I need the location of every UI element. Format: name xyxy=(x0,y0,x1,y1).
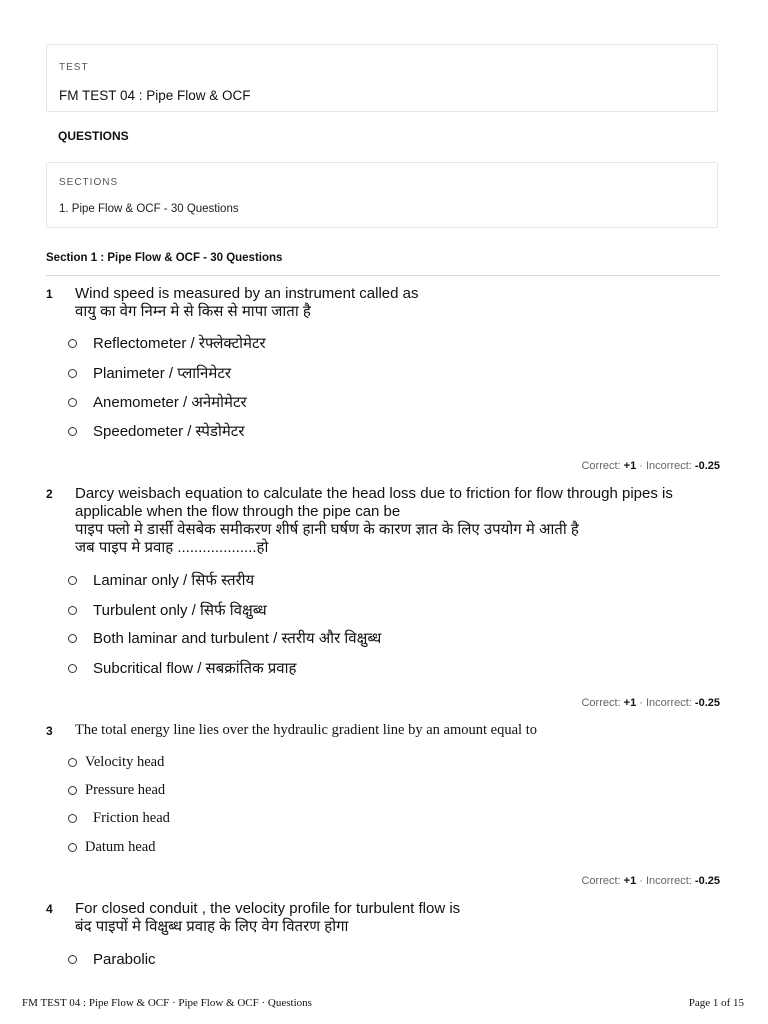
question-line: The total energy line lies over the hydraulic gradient line by an amount equal to xyxy=(75,722,537,738)
option-label: Velocity head xyxy=(85,753,165,770)
section-heading: Section 1 : Pipe Flow & OCF - 30 Questions xyxy=(46,252,283,264)
marks-separator: · xyxy=(639,460,643,472)
radio-button[interactable] xyxy=(68,606,77,615)
correct-label: Correct: xyxy=(581,875,621,887)
question-text xyxy=(75,721,705,739)
radio-button[interactable] xyxy=(68,369,77,378)
marking-scheme xyxy=(581,460,720,472)
radio-button[interactable] xyxy=(68,664,77,673)
option-label: Pressure head xyxy=(85,781,166,798)
question-line: Darcy weisbach equation to calculate the head loss due to friction for flow through pipes is applicable when the flow through the pipe can be xyxy=(75,485,673,520)
option-label: Both laminar and turbulent / स्तरीय और विक्षुब्ध xyxy=(93,630,382,647)
answer-option[interactable] xyxy=(68,949,156,969)
question-number: 3 xyxy=(46,724,53,738)
page-number: Page 1 of 15 xyxy=(688,997,744,1009)
question-line: पाइप फ्लो मे डार्सी वेसबेक समीकरण शीर्ष हानी घर्षण के कारण ज्ञात के लिए उपयोग मे आती है xyxy=(75,521,579,538)
question-line: Wind speed is measured by an instrument called as xyxy=(75,285,419,302)
sections-label: SECTIONS xyxy=(59,177,119,188)
marks-separator: · xyxy=(639,697,643,709)
radio-button[interactable] xyxy=(68,339,77,348)
option-label: Anemometer / अनेमोमेटर xyxy=(93,394,247,411)
option-label: Laminar only / सिर्फ स्तरीय xyxy=(93,572,255,589)
question-number: 4 xyxy=(46,902,53,916)
marks-separator: · xyxy=(639,875,643,887)
test-label: TEST xyxy=(59,62,89,73)
sections-card xyxy=(46,162,718,228)
radio-button[interactable] xyxy=(68,843,77,852)
answer-option[interactable] xyxy=(68,570,254,590)
incorrect-value: -0.25 xyxy=(694,460,720,472)
question-number: 2 xyxy=(46,487,53,501)
questions-label: QUESTIONS xyxy=(58,129,129,143)
answer-option[interactable] xyxy=(68,421,245,441)
radio-button[interactable] xyxy=(68,814,77,823)
test-title: FM TEST 04 : Pipe Flow & OCF xyxy=(59,88,251,103)
answer-option[interactable] xyxy=(68,392,247,412)
option-label: Datum head xyxy=(85,838,156,855)
marking-scheme xyxy=(581,697,720,709)
radio-button[interactable] xyxy=(68,576,77,585)
radio-button[interactable] xyxy=(68,427,77,436)
radio-button[interactable] xyxy=(68,786,77,795)
question-text xyxy=(75,285,705,321)
option-label: Reflectometer / रेफ्लेक्टोमेटर xyxy=(93,335,266,352)
radio-button[interactable] xyxy=(68,634,77,643)
answer-option[interactable] xyxy=(68,628,381,648)
option-label: Speedometer / स्पेडोमेटर xyxy=(93,423,245,440)
answer-option[interactable] xyxy=(68,780,165,800)
radio-button[interactable] xyxy=(68,398,77,407)
marking-scheme xyxy=(581,875,720,887)
question-line: वायु का वेग निम्न मे से किस से मापा जाता है xyxy=(75,303,311,320)
incorrect-label: Incorrect: xyxy=(646,697,692,709)
answer-option[interactable] xyxy=(68,808,170,828)
question-text xyxy=(75,485,705,557)
answer-option[interactable] xyxy=(68,600,267,620)
option-label: Planimeter / प्लानिमेटर xyxy=(93,365,232,382)
radio-button[interactable] xyxy=(68,955,77,964)
radio-button[interactable] xyxy=(68,758,77,767)
question-line: जब पाइप मे प्रवाह ...................हो xyxy=(75,539,269,556)
incorrect-label: Incorrect: xyxy=(646,460,692,472)
correct-value: +1 xyxy=(623,697,637,709)
section-link[interactable]: 1. Pipe Flow & OCF - 30 Questions xyxy=(59,203,239,215)
option-label: Parabolic xyxy=(93,950,156,968)
incorrect-value: -0.25 xyxy=(694,697,720,709)
question-line: बंद पाइपों मे विक्षुब्ध प्रवाह के लिए वेग वितरण होगा xyxy=(75,918,349,935)
page-footer-title: FM TEST 04 : Pipe Flow & OCF · Pipe Flow & OCF · Questions xyxy=(22,997,312,1009)
section-divider xyxy=(46,275,720,276)
answer-option[interactable] xyxy=(68,363,231,383)
option-label: Subcritical flow / सबक्रांतिक प्रवाह xyxy=(93,660,297,677)
question-line: For closed conduit , the velocity profile for turbulent flow is xyxy=(75,900,461,917)
answer-option[interactable] xyxy=(68,837,155,857)
correct-value: +1 xyxy=(623,875,637,887)
correct-label: Correct: xyxy=(581,460,621,472)
question-text xyxy=(75,900,705,936)
correct-value: +1 xyxy=(623,460,637,472)
question-number: 1 xyxy=(46,287,53,301)
incorrect-value: -0.25 xyxy=(694,875,720,887)
answer-option[interactable] xyxy=(68,658,297,678)
correct-label: Correct: xyxy=(581,697,621,709)
incorrect-label: Incorrect: xyxy=(646,875,692,887)
answer-option[interactable] xyxy=(68,752,164,772)
option-label: Friction head xyxy=(93,809,170,826)
option-label: Turbulent only / सिर्फ विक्षुब्ध xyxy=(93,602,267,619)
test-card xyxy=(46,44,718,112)
answer-option[interactable] xyxy=(68,333,266,353)
